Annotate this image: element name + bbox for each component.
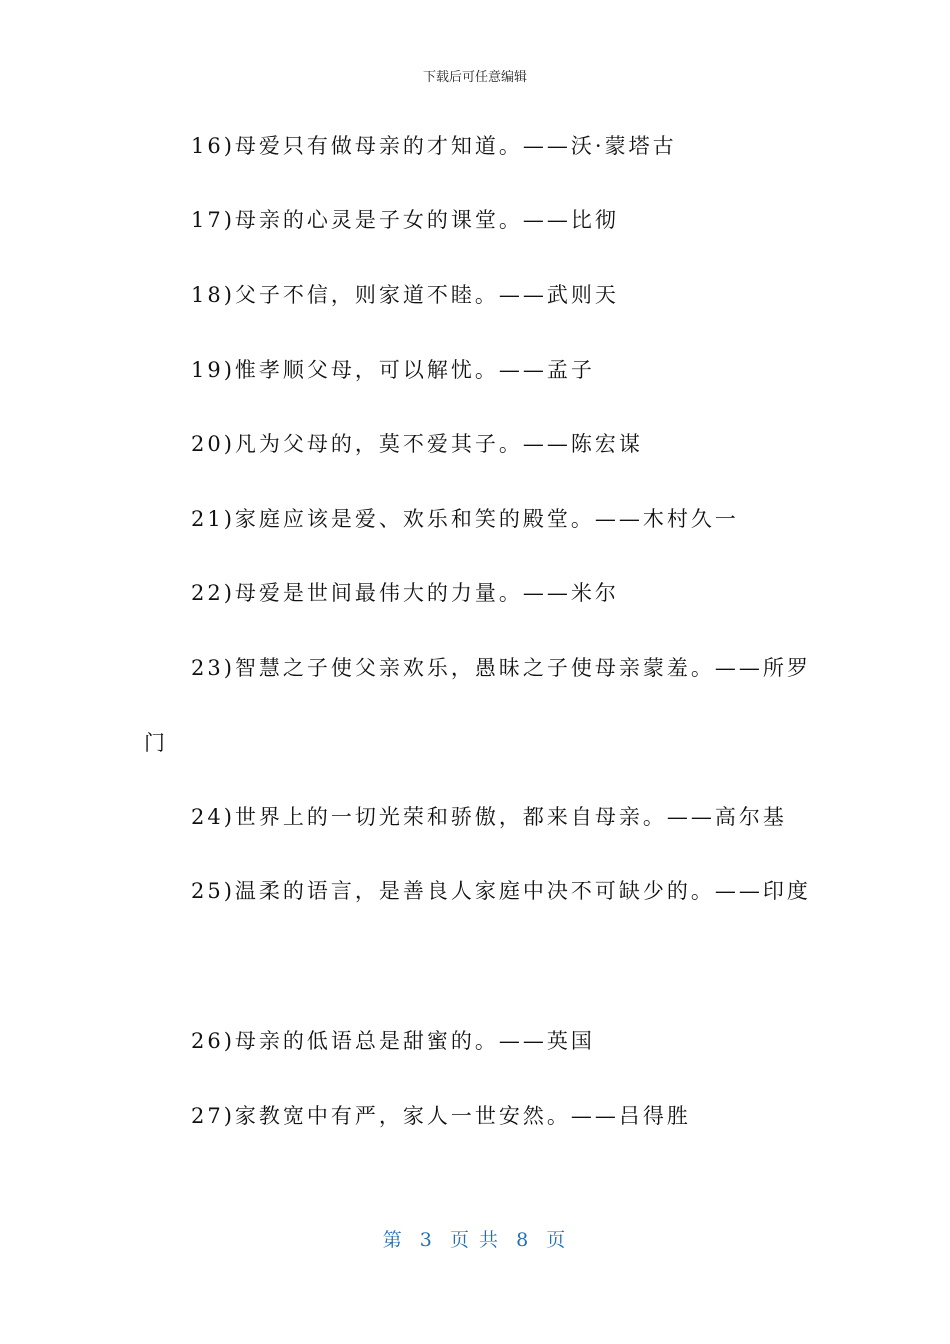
quote-line-26: 26)母亲的低语总是甜蜜的。——英国 [191, 1029, 595, 1053]
quote-line-21: 21)家庭应该是爱、欢乐和笑的殿堂。——木村久一 [191, 507, 739, 531]
quote-line-25: 25)温柔的语言，是善良人家庭中决不可缺少的。——印度 [191, 879, 811, 903]
quote-line-20: 20)凡为父母的，莫不爱其子。——陈宏谋 [191, 432, 643, 456]
quote-line-19: 19)惟孝顺父母，可以解忧。——孟子 [191, 358, 595, 382]
quote-line-24: 24)世界上的一切光荣和骄傲，都来自母亲。——高尔基 [191, 805, 787, 829]
quote-line-16: 16)母爱只有做母亲的才知道。——沃·蒙塔古 [191, 134, 677, 158]
quote-line-17: 17)母亲的心灵是子女的课堂。——比彻 [191, 208, 619, 232]
quote-line-18: 18)父子不信，则家道不睦。——武则天 [191, 283, 619, 307]
quote-line-22: 22)母爱是世间最伟大的力量。——米尔 [191, 581, 619, 605]
page-header: 下载后可任意编辑 [422, 70, 527, 85]
quote-line-23: 23)智慧之子使父亲欢乐，愚昧之子使母亲蒙羞。——所罗 [191, 656, 811, 680]
page-number-footer: 第 3 页 共 8 页 [382, 1229, 568, 1251]
quote-line-23-continuation: 门 [144, 731, 168, 755]
quote-line-27: 27)家教宽中有严，家人一世安然。——吕得胜 [191, 1104, 691, 1128]
